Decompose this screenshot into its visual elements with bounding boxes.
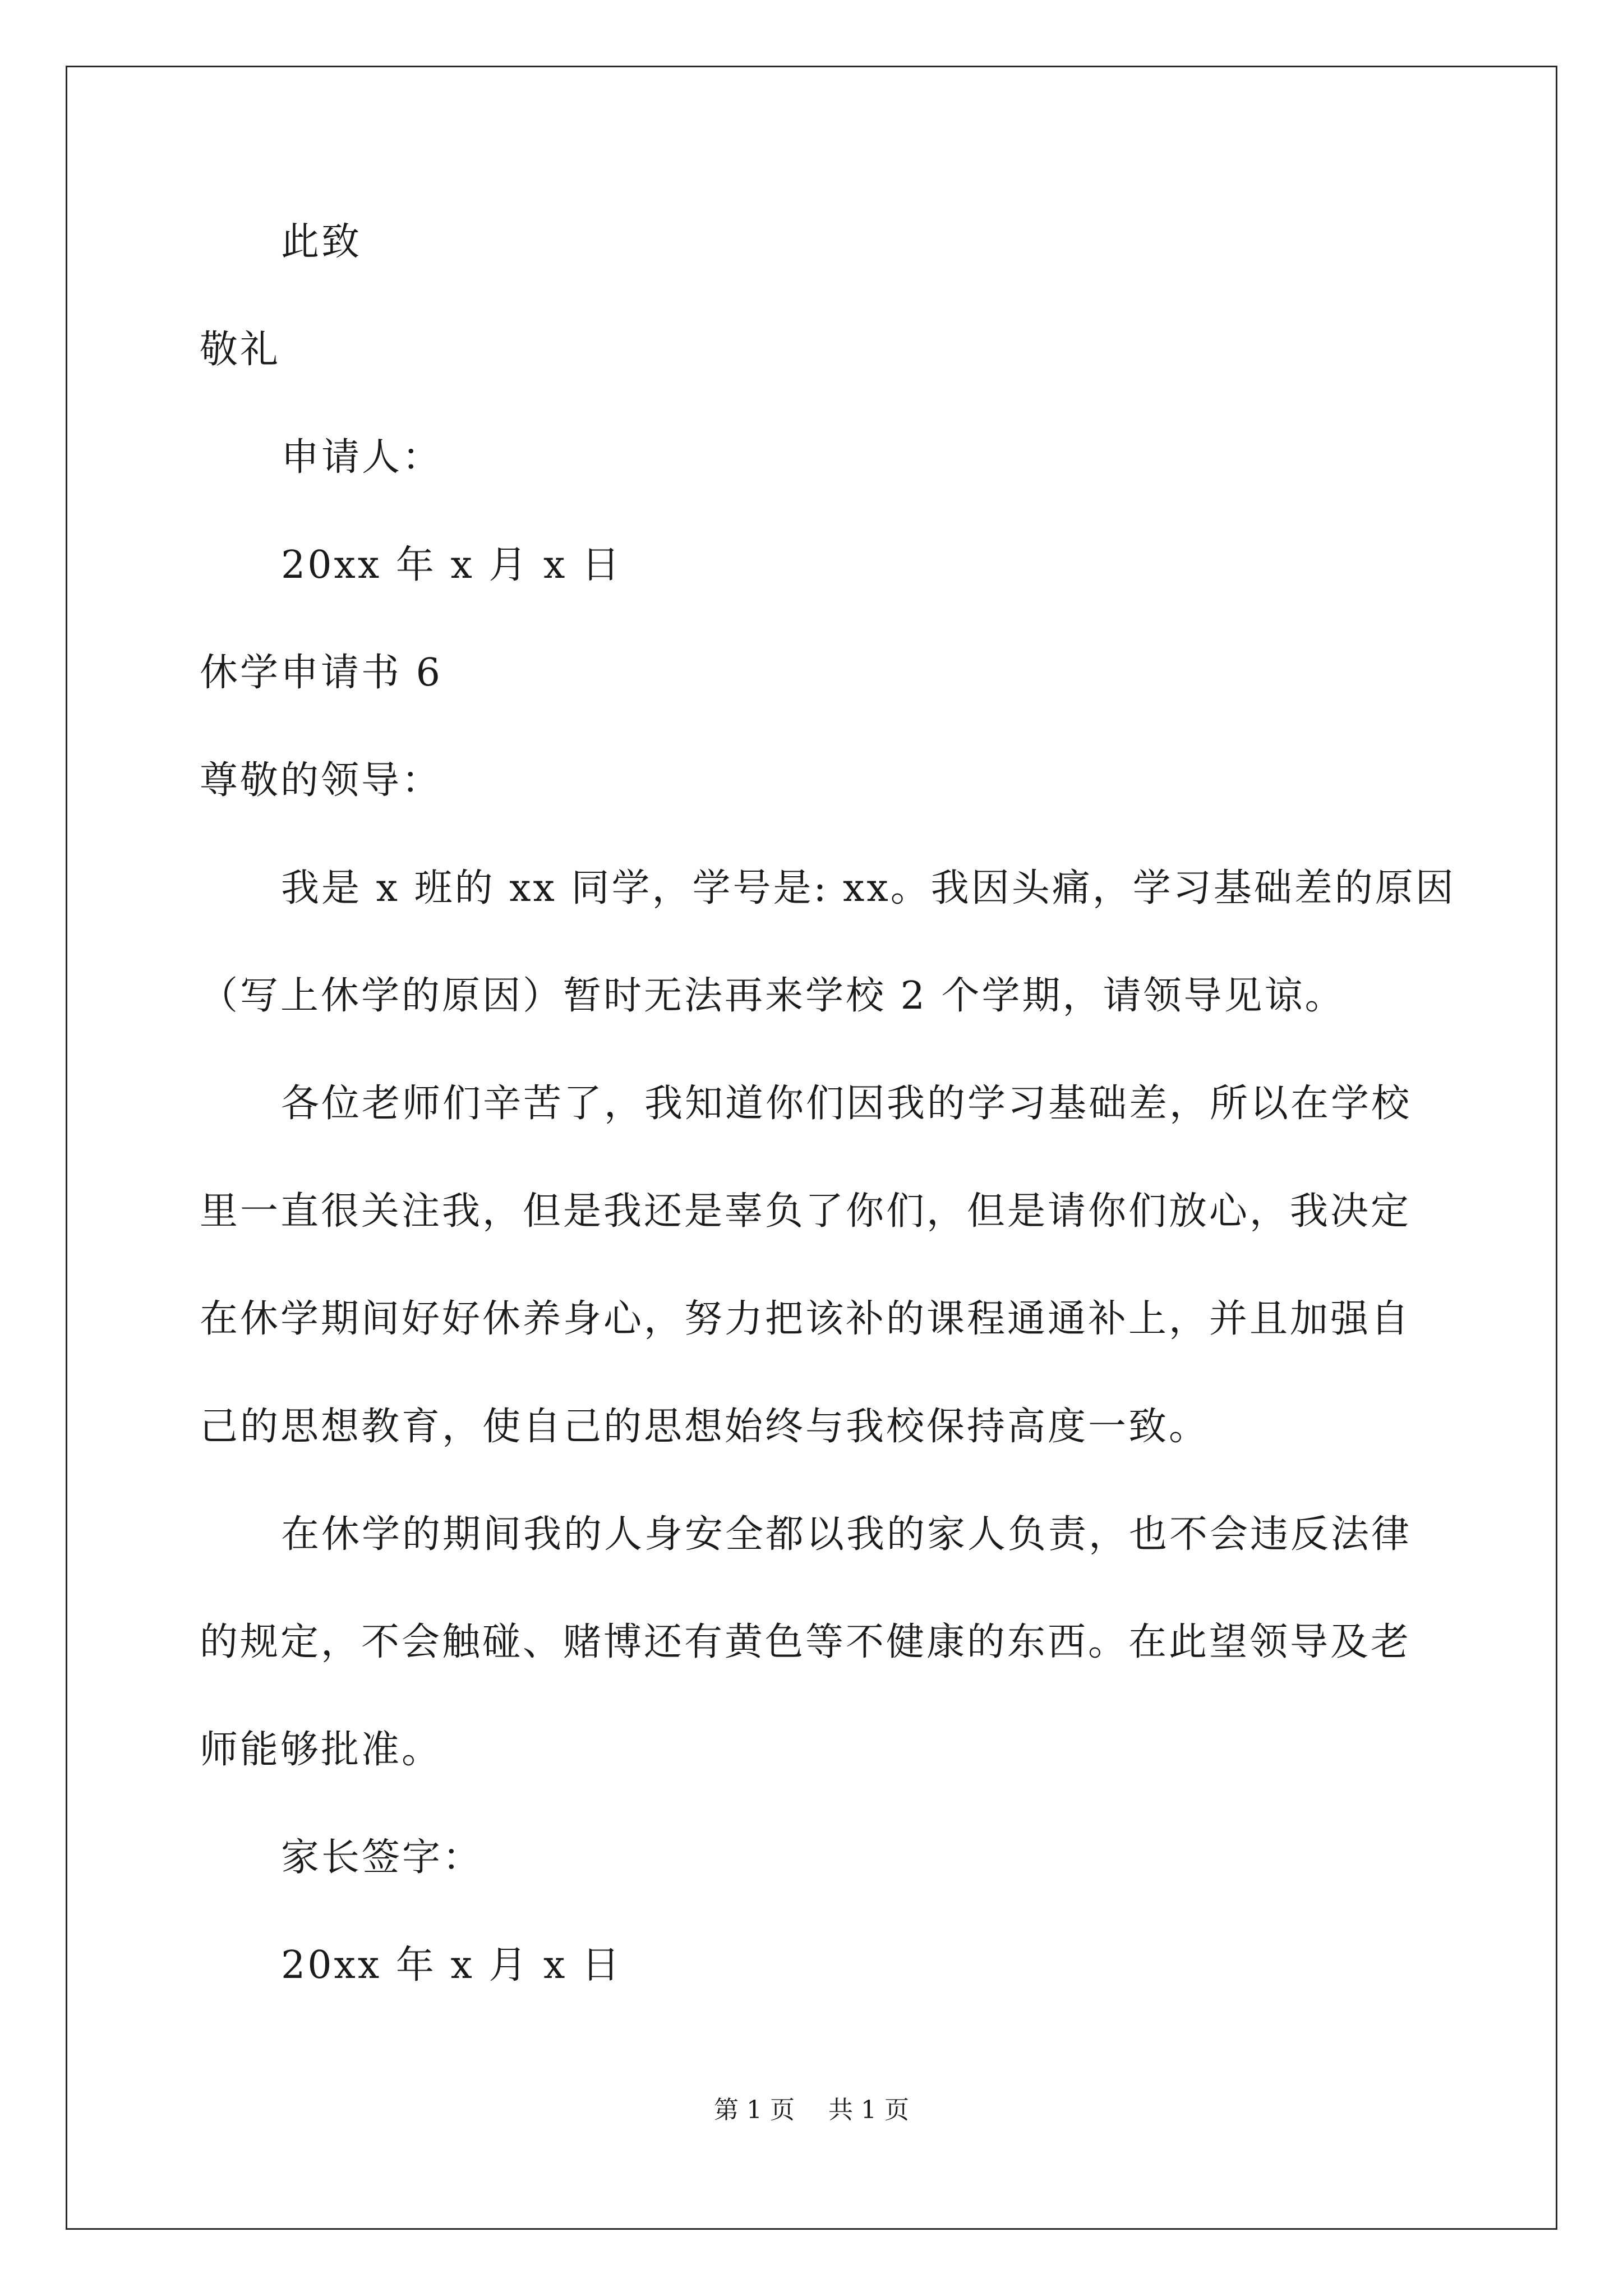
page-footer [0,2093,1623,2127]
closing-line: 此致 [281,220,362,264]
paragraph-3-line-2: 的规定，不会触碰、赌博还有黄色等不健康的东西。在此望领导及老 [200,1620,1412,1664]
paragraph-3-line-1: 在休学的期间我的人身安全都以我的家人负责，也不会违反法律 [281,1512,1412,1557]
page-number-current: 第 1 页 [714,2096,795,2124]
paragraph-2-line-3: 在休学期间好好休养身心，努力把该补的课程通通补上，并且加强自 [200,1297,1412,1341]
applicant-line: 申请人： [281,435,443,480]
letter-title: 休学申请书 6 [200,651,442,695]
paragraph-2-line-1: 各位老师们辛苦了，我知道你们因我的学习基础差，所以在学校 [281,1082,1412,1126]
page-number-total: 共 1 页 [828,2096,909,2124]
paragraph-1-line-1: 我是 x 班的 xx 同学，学号是: xx。我因头痛，学习基础差的原因 [281,866,1456,910]
paragraph-2-line-4: 己的思想教育，使自己的思想始终与我校保持高度一致。 [200,1405,1210,1449]
salute-line: 敬礼 [200,328,281,372]
parent-signature-line: 家长签字： [281,1835,483,1880]
page-border [66,66,1557,2230]
paragraph-3-line-3: 师能够批准。 [200,1728,442,1772]
paragraph-2-line-2: 里一直很关注我，但是我还是辜负了你们，但是请你们放心，我决定 [200,1189,1412,1234]
greeting-line: 尊敬的领导： [200,758,442,803]
paragraph-1-line-2: （写上休学的原因）暂时无法再来学校 2 个学期，请领导见谅。 [200,974,1345,1018]
signature-date-line: 20xx 年 x 月 x 日 [281,1943,623,1987]
date-line: 20xx 年 x 月 x 日 [281,543,623,587]
